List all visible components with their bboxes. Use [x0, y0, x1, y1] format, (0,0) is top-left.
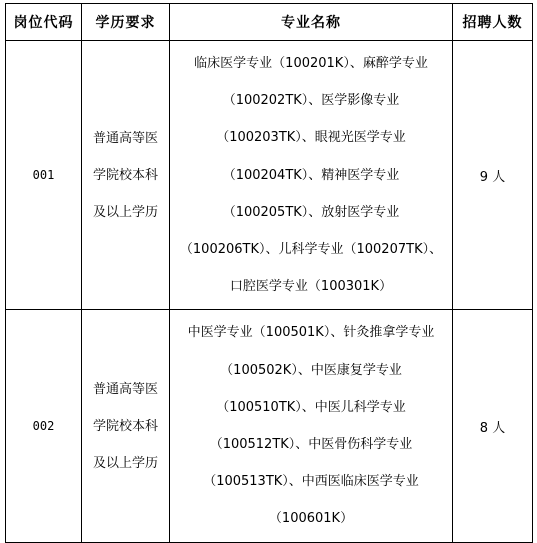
header-education: 学历要求: [82, 4, 170, 41]
major-line: （100601K）: [268, 511, 354, 527]
education-line: 普通高等医: [92, 381, 158, 397]
major-line: （100513TK）、中西医临床医学专业: [203, 474, 419, 490]
major-line: （100203TK）、眼视光医学专业: [216, 130, 406, 146]
major-line: （100502K）、中医康复学专业: [220, 362, 402, 378]
education-line: 及以上学历: [92, 455, 158, 471]
major-list: [170, 310, 453, 542]
major-line: 临床医学专业（100201K）、麻醉学专业: [194, 56, 428, 71]
education-line: 及以上学历: [92, 204, 158, 220]
major-line: （100204TK）、精神医学专业: [222, 167, 400, 183]
header-row: [6, 4, 533, 41]
position-code: 002: [6, 310, 82, 542]
major-line: （100202TK）、医学影像专业: [222, 93, 400, 109]
position-code: 001: [6, 41, 82, 310]
header-major-name: 专业名称: [170, 4, 453, 41]
major-line: 中医学专业（100501K）、针灸推拿学专业: [187, 325, 435, 341]
major-line: 口腔医学专业（100301K）: [229, 279, 393, 295]
major-line: （100206TK）、儿科学专业（100207TK）、: [179, 242, 443, 258]
header-position-code: 岗位代码: [6, 4, 82, 41]
education-requirement: [82, 310, 170, 542]
education-line: 普通高等医: [92, 130, 158, 146]
recruitment-table: [5, 3, 533, 543]
education-line: 学院校本科: [92, 418, 158, 434]
major-list: [170, 41, 453, 310]
major-line: （100512TK）、中医骨伤科学专业: [209, 437, 413, 453]
hire-count: 8 人: [453, 310, 533, 542]
table-row: [6, 310, 533, 542]
major-line: （100205TK）、放射医学专业: [222, 204, 400, 220]
table-row: [6, 41, 533, 310]
header-hire-count: 招聘人数: [453, 4, 533, 41]
hire-count: 9 人: [453, 41, 533, 310]
education-requirement: [82, 41, 170, 310]
education-line: 学院校本科: [92, 167, 158, 183]
major-line: （100510TK）、中医儿科学专业: [216, 399, 406, 415]
